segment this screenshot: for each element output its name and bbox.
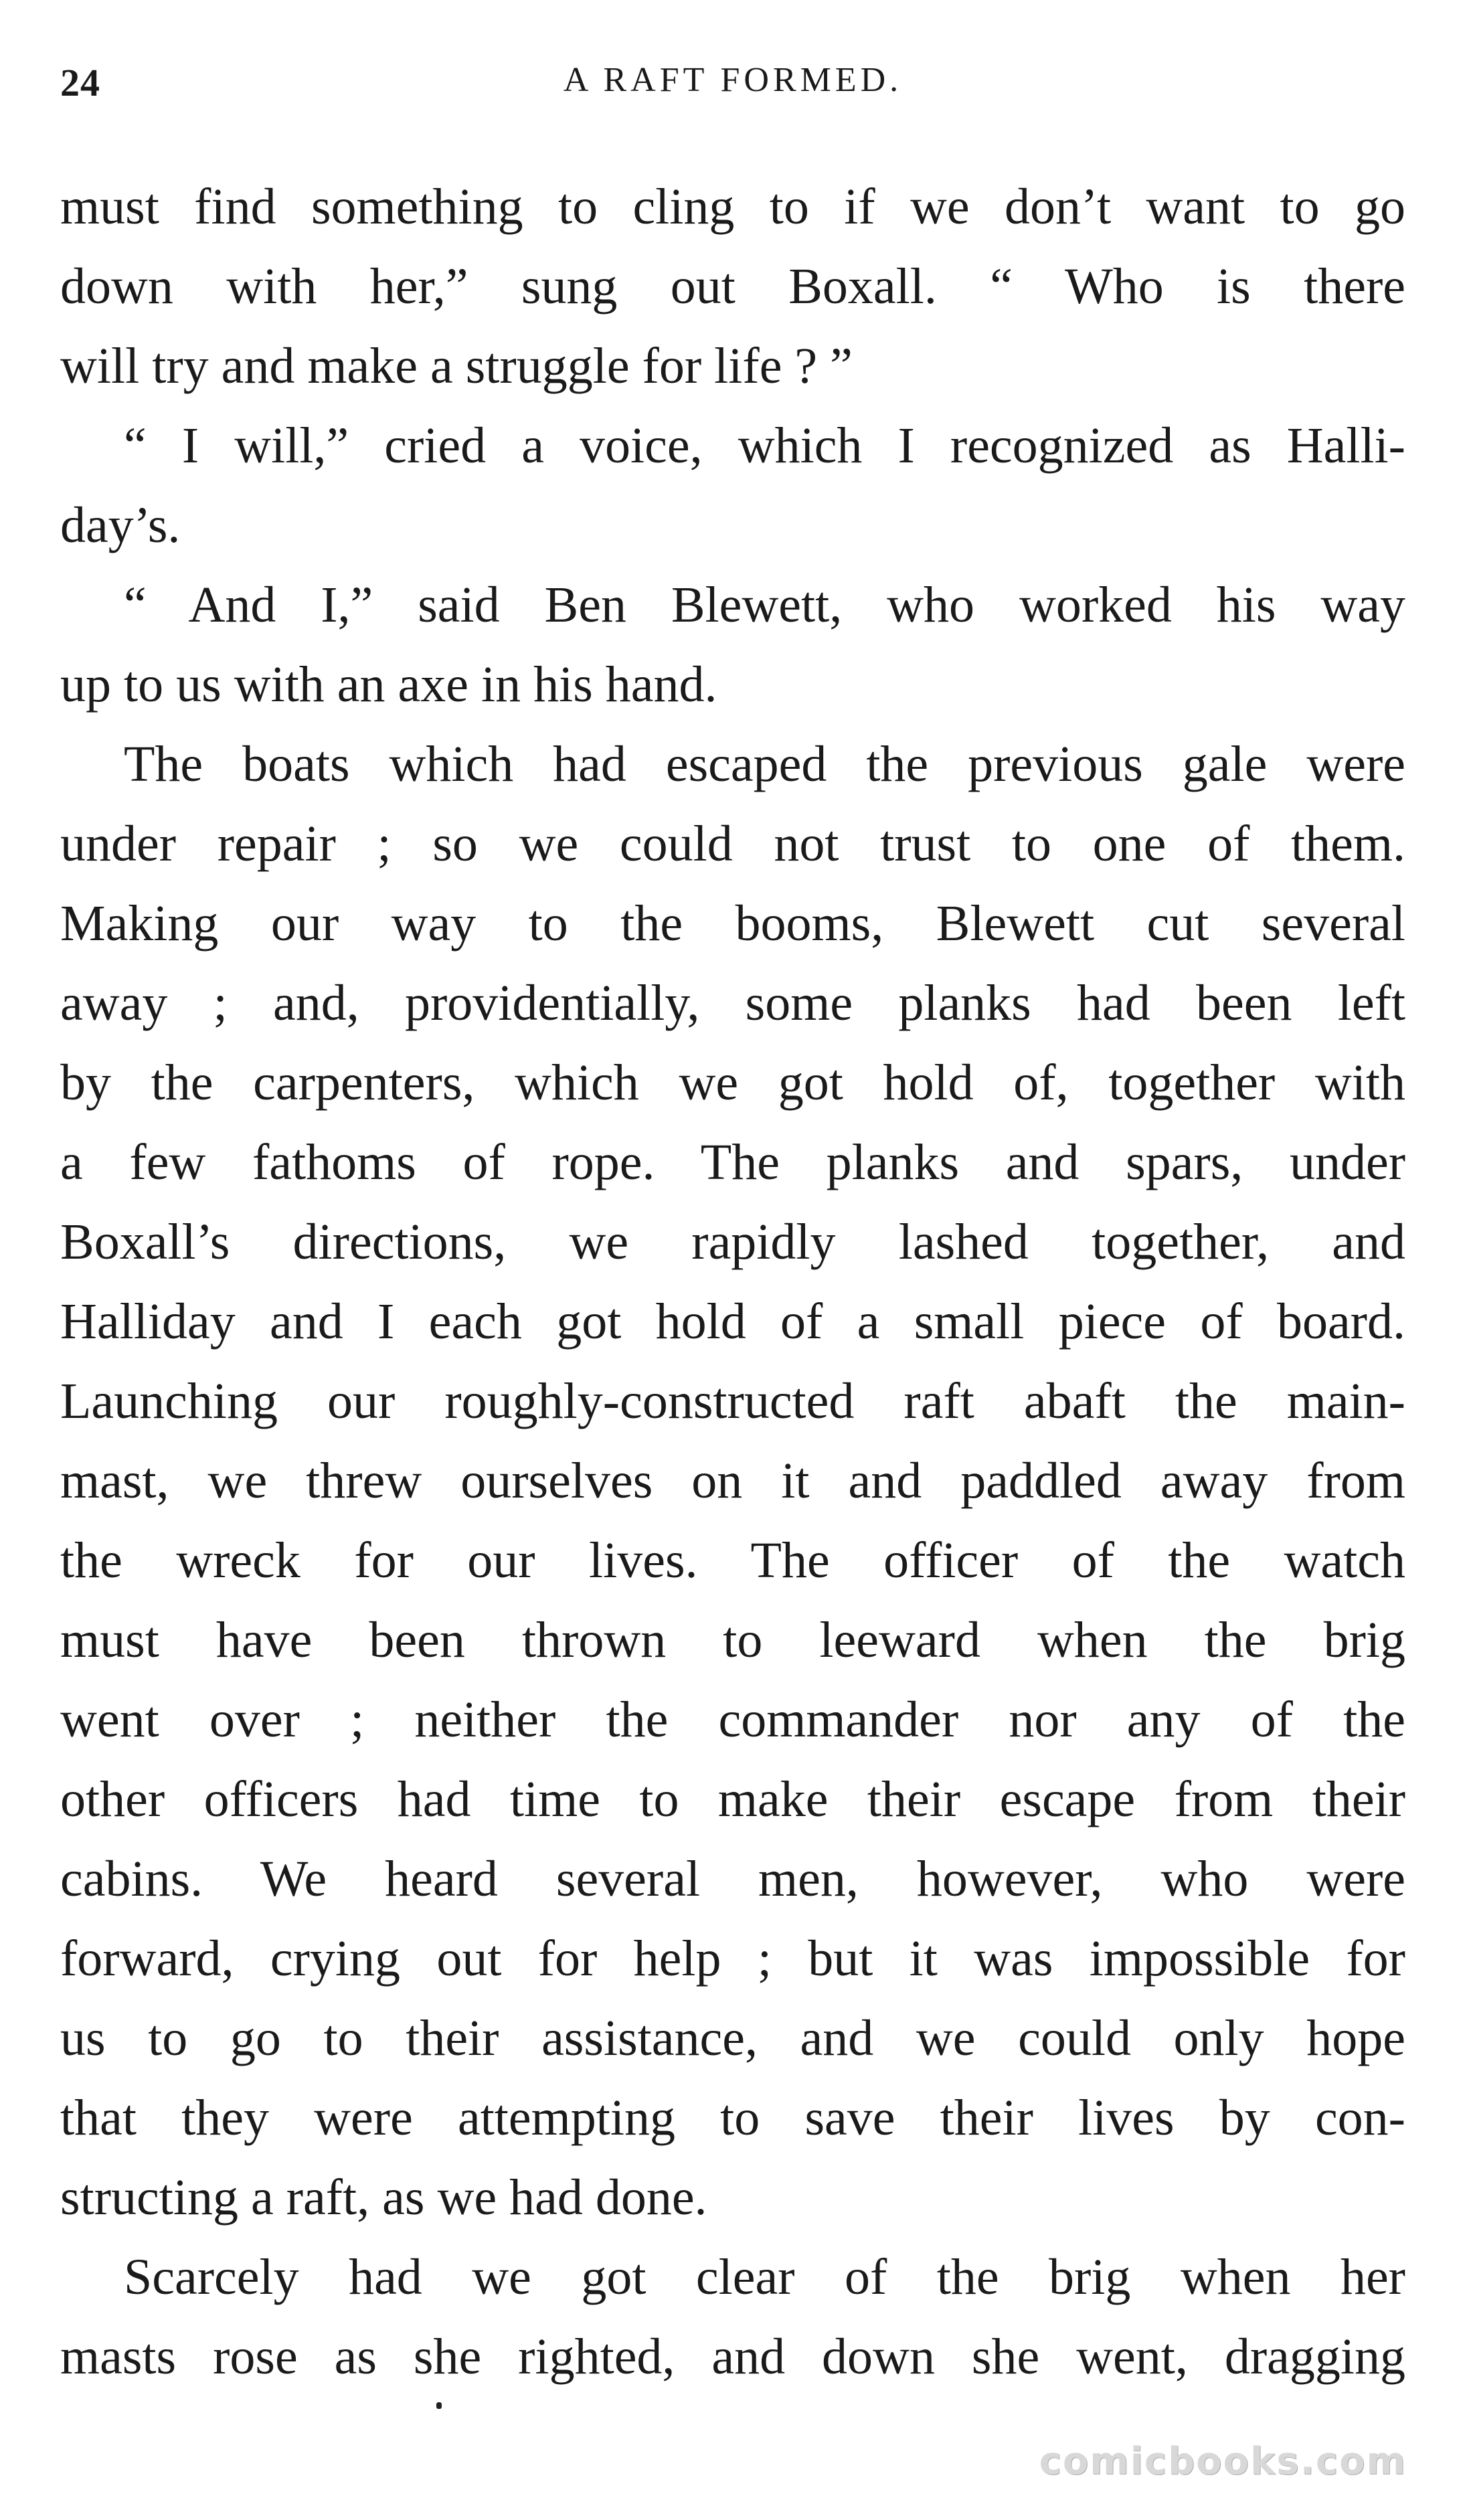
text-line: “ And I,” said Ben Blewett, who worked his way	[124, 577, 1405, 633]
text-line: that they were attempting to save their lives by con-	[60, 2090, 1405, 2146]
body-text	[60, 167, 1405, 2397]
text-line: cabins. We heard several men, however, who were	[60, 1851, 1405, 1907]
text-line: structing a raft, as we had done.	[60, 2169, 707, 2226]
text-line: masts rose as she righted, and down she went, dragging	[60, 2329, 1405, 2385]
paragraph	[60, 725, 1405, 2238]
text-line: will try and make a struggle for life ? ”	[60, 338, 853, 394]
paragraph	[60, 565, 1405, 725]
text-line: must have been thrown to leeward when the brig	[60, 1612, 1405, 1668]
text-line: went over ; neither the commander nor any of the	[60, 1692, 1405, 1748]
text-line: us to go to their assistance, and we could only hope	[60, 2010, 1405, 2066]
text-line: other officers had time to make their escape from their	[60, 1771, 1405, 1827]
text-line: under repair ; so we could not trust to one of them.	[60, 816, 1405, 872]
text-line: a few fathoms of rope. The planks and spars, under	[60, 1134, 1405, 1190]
text-line: Boxall’s directions, we rapidly lashed together, and	[60, 1214, 1405, 1270]
text-line: Scarcely had we got clear of the brig when her	[124, 2249, 1405, 2305]
running-head	[60, 60, 1405, 114]
paragraph	[60, 2238, 1405, 2397]
page-number: 24	[60, 61, 100, 104]
text-line: Making our way to the booms, Blewett cut several	[60, 895, 1405, 952]
text-line: up to us with an axe in his hand.	[60, 656, 717, 713]
text-line: Launching our roughly-constructed raft abaft the main-	[60, 1373, 1405, 1429]
print-speck	[436, 2402, 442, 2409]
text-line: forward, crying out for help ; but it was impossible for	[60, 1930, 1405, 1987]
text-line: by the carpenters, which we got hold of, together with	[60, 1055, 1405, 1111]
text-line: The boats which had escaped the previous gale were	[124, 736, 1405, 792]
text-line: Halliday and I each got hold of a small piece of board.	[60, 1293, 1405, 1350]
text-line: mast, we threw ourselves on it and paddled away from	[60, 1453, 1405, 1509]
paragraph	[60, 167, 1405, 406]
text-line: away ; and, providentially, some planks had been left	[60, 975, 1405, 1031]
text-line: must find something to cling to if we don’t want to go	[60, 179, 1405, 235]
text-line: down with her,” sung out Boxall. “ Who is there	[60, 258, 1405, 314]
paragraph	[60, 406, 1405, 565]
running-title: A RAFT FORMED.	[563, 61, 903, 99]
watermark: comicbooks.com	[1039, 2440, 1407, 2483]
text-line: the wreck for our lives. The officer of the watch	[60, 1532, 1405, 1589]
text-line: “ I will,” cried a voice, which I recognized as Halli-	[124, 418, 1405, 474]
text-line: day’s.	[60, 497, 181, 553]
